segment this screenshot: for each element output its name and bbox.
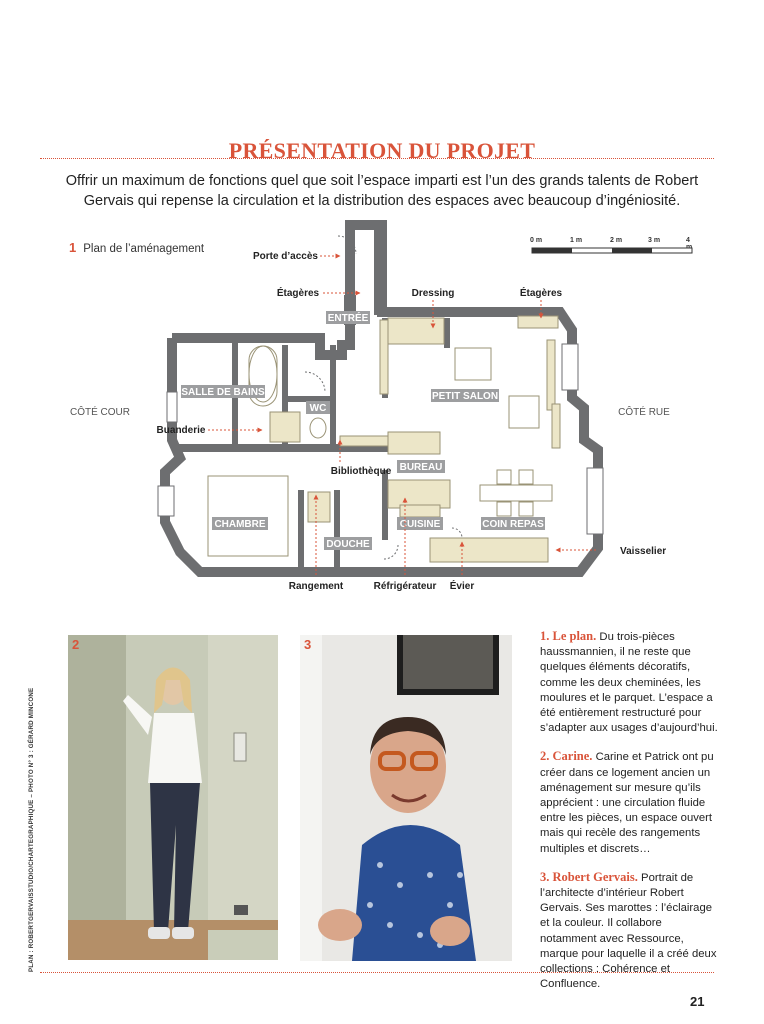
room-salle-de-bains: SALLE DE BAINS	[181, 387, 265, 398]
photo-2-number: 2	[72, 637, 80, 652]
room-entree: ENTRÉE	[327, 313, 369, 324]
annotation-refrigerateur: Réfrigérateur	[373, 581, 437, 592]
photo-robert-gervais	[300, 635, 512, 961]
annotation-etageres-1: Étagères	[276, 288, 320, 299]
caption-3-text: Portrait de l’architecte d’intérieur Robert Gervais. Ses marottes : l’éclairage et la couleur. Il collabore notamment avec Ressource, marque pour laquelle il a créé deux collections : Cohérence et Confluence.	[540, 871, 717, 991]
plan-label-text: Plan de l’aménagement	[83, 243, 205, 255]
caption-2	[540, 749, 720, 856]
side-right-label: CÔTÉ RUE	[618, 407, 670, 418]
page-number: 21	[690, 994, 705, 1009]
caption-1-head: 1. Le plan.	[540, 629, 597, 643]
scale-tick-0: 0 m	[530, 237, 543, 244]
caption-3	[540, 870, 720, 993]
captions	[540, 629, 720, 1005]
annotation-bibliotheque: Bibliothèque	[330, 466, 392, 477]
scale-tick-2: 2 m	[610, 237, 623, 244]
intro-paragraph: Offrir un maximum de fonctions quel que soit l’espace imparti est l’un des grands talents de Robert Gervais qui repense la circulation et la distribution des espaces avec beaucoup d’ingéniosité.	[65, 173, 699, 209]
scale-tick-1: 1 m	[570, 237, 583, 244]
room-coin-repas: COIN REPAS	[482, 519, 544, 530]
room-chambre: CHAMBRE	[214, 519, 266, 530]
room-wc: WC	[309, 403, 327, 414]
photo-credit: PLAN : ROBERTGERVAISSTUDIO/CHARTEGRAPHIQUE – PHOTO N° 3 : GÉRARD MINCONE	[28, 687, 35, 972]
caption-3-head: 3. Robert Gervais.	[540, 869, 638, 884]
room-bureau: BUREAU	[399, 462, 443, 473]
photo-3-number: 3	[304, 637, 312, 652]
annotation-vaisselier: Vaisselier	[620, 546, 667, 557]
annotation-etageres-2: Étagères	[519, 288, 563, 299]
caption-1	[540, 629, 720, 736]
page-title: PRÉSENTATION DU PROJET	[228, 138, 536, 163]
scale-tick-4: 4	[686, 237, 690, 244]
side-left-label: CÔTÉ COUR	[70, 407, 130, 418]
annotation-porte: Porte d’accès	[252, 251, 318, 262]
caption-2-text: Carine et Patrick ont pu créer dans ce logement ancien un aménagement sur mesure qu’ils apprécient : une circulation fluide entre les pièces, un espace ouvert mais qui recèle des rangements multiples et discrets…	[540, 751, 714, 855]
caption-1-text: Du trois-pièces haussmannien, il ne reste que quelques éléments décoratifs, comme les deux cheminées, les moulures et le parquet. L’espace a été entièrement restructuré pour s’adapter aux usages d’aujourd’hui.	[540, 631, 718, 735]
photo-carine	[68, 635, 278, 960]
annotation-buanderie: Buanderie	[156, 425, 206, 436]
bottom-divider	[40, 972, 714, 973]
annotation-rangement: Rangement	[288, 581, 344, 592]
annotation-dressing: Dressing	[411, 288, 455, 299]
plan-number: 1	[69, 240, 77, 255]
room-cuisine: CUISINE	[399, 519, 441, 530]
annotation-evier: Évier	[449, 581, 475, 592]
scale-tick-3: 3 m	[648, 237, 661, 244]
caption-2-head: 2. Carine.	[540, 749, 593, 764]
room-petit-salon: PETIT SALON	[431, 391, 499, 402]
room-douche: DOUCHE	[326, 539, 370, 550]
